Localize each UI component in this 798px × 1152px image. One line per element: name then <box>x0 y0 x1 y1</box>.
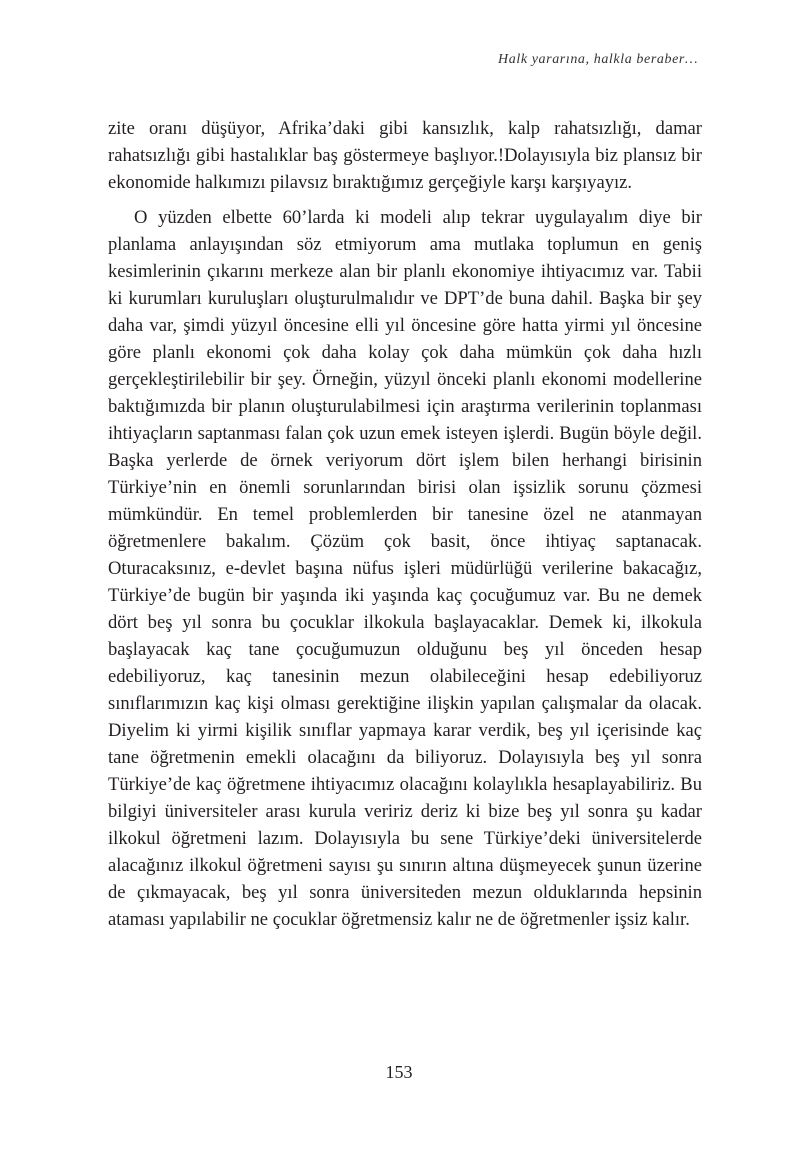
page-number: 153 <box>385 1062 413 1082</box>
running-header: Halk yararına, halkla beraber… <box>498 52 698 67</box>
paragraph-continuation: zite oranı düşüyor, Afrika’daki gibi kansızlık, kalp rahatsızlığı, damar rahatsızlığı gibi hastalıklar baş göstermeye başlıyor.!Dolayısıyla biz plansız bir ekonomide halkımızı pilavsız bıraktığımız gerçeğiyle karşı karşıyayız. <box>108 118 702 193</box>
body-text <box>108 115 702 933</box>
paragraph-main: O yüzden elbette 60’larda ki modeli alıp tekrar uygulayalım diye bir planlama anlayışından söz etmiyorum ama mutlaka toplumun en geniş kesimlerinin çıkarını merkeze alan bir planlı ekonomiye ihtiyacımız var. Tabii ki kurumları kuruluşları oluşturulmalıdır ve DPT’de buna dahil. Başka bir şey daha var, şimdi yüzyıl öncesine elli yıl öncesine göre hatta yirmi yıl öncesine göre planlı ekonomi çok daha kolay çok daha mümkün çok daha hızlı gerçekleştirilebilir bir şey. Örneğin, yüzyıl önceki planlı ekonomi modellerine baktığımızda bir planın oluşturulabilmesi için araştırma verilerinin toplanması ihtiyaçların saptanması falan çok uzun emek isteyen işlerdi. Bugün böyle değil. Başka yerlerde de örnek veriyorum dört işlem bilen herhangi birisinin Türkiye’nin en önemli sorunlarından birisi olan işsizlik sorunu çözmesi mümkündür. En temel problemlerden bir tanesine özel ne atanmayan öğretmenlere bakalım. Çözüm çok basit, önce ihtiyaç saptanacak. Oturacaksınız, e-devlet başına nüfus işleri müdürlüğü verilerine bakacağız, Türkiye’de bugün bir yaşında iki yaşında kaç çocuğumuz var. Bu ne demek dört beş yıl sonra bu çocuklar ilkokula başlayacaklar. Demek ki, ilkokula başlayacak kaç tane çocuğumuzun olduğunu beş yıl önceden hesap edebiliyoruz, kaç tanesinin mezun olabileceğini hesap edebiliyoruz sınıflarımızın kaç kişi olması gerektiğine ilişkin yapılan çalışmalar da olacak. Diyelim ki yirmi kişilik sınıflar yapmaya karar verdik, beş yıl içerisinde kaç tane öğretmenin emekli olacağını da biliyoruz. Dolayısıyla beş yıl sonra Türkiye’de kaç öğretmene ihtiyacımız olacağını kolaylıkla hesaplayabiliriz. Bu bilgiyi üniversiteler arası kurula veririz deriz ki bize beş yıl sonra şu kadar ilkokul öğretmeni lazım. Dolayısıyla bu sene Türkiye’deki üniversitelerde alacağınız ilkokul öğretmeni sayısı şu sınırın altına düşmeyecek şunun üzerine de çıkmayacak, beş yıl sonra üniversiteden mezun olduklarında hepsinin ataması yapılabilir ne çocuklar öğretmensiz kalır ne de öğretmenler işsiz kalır. <box>108 207 702 930</box>
